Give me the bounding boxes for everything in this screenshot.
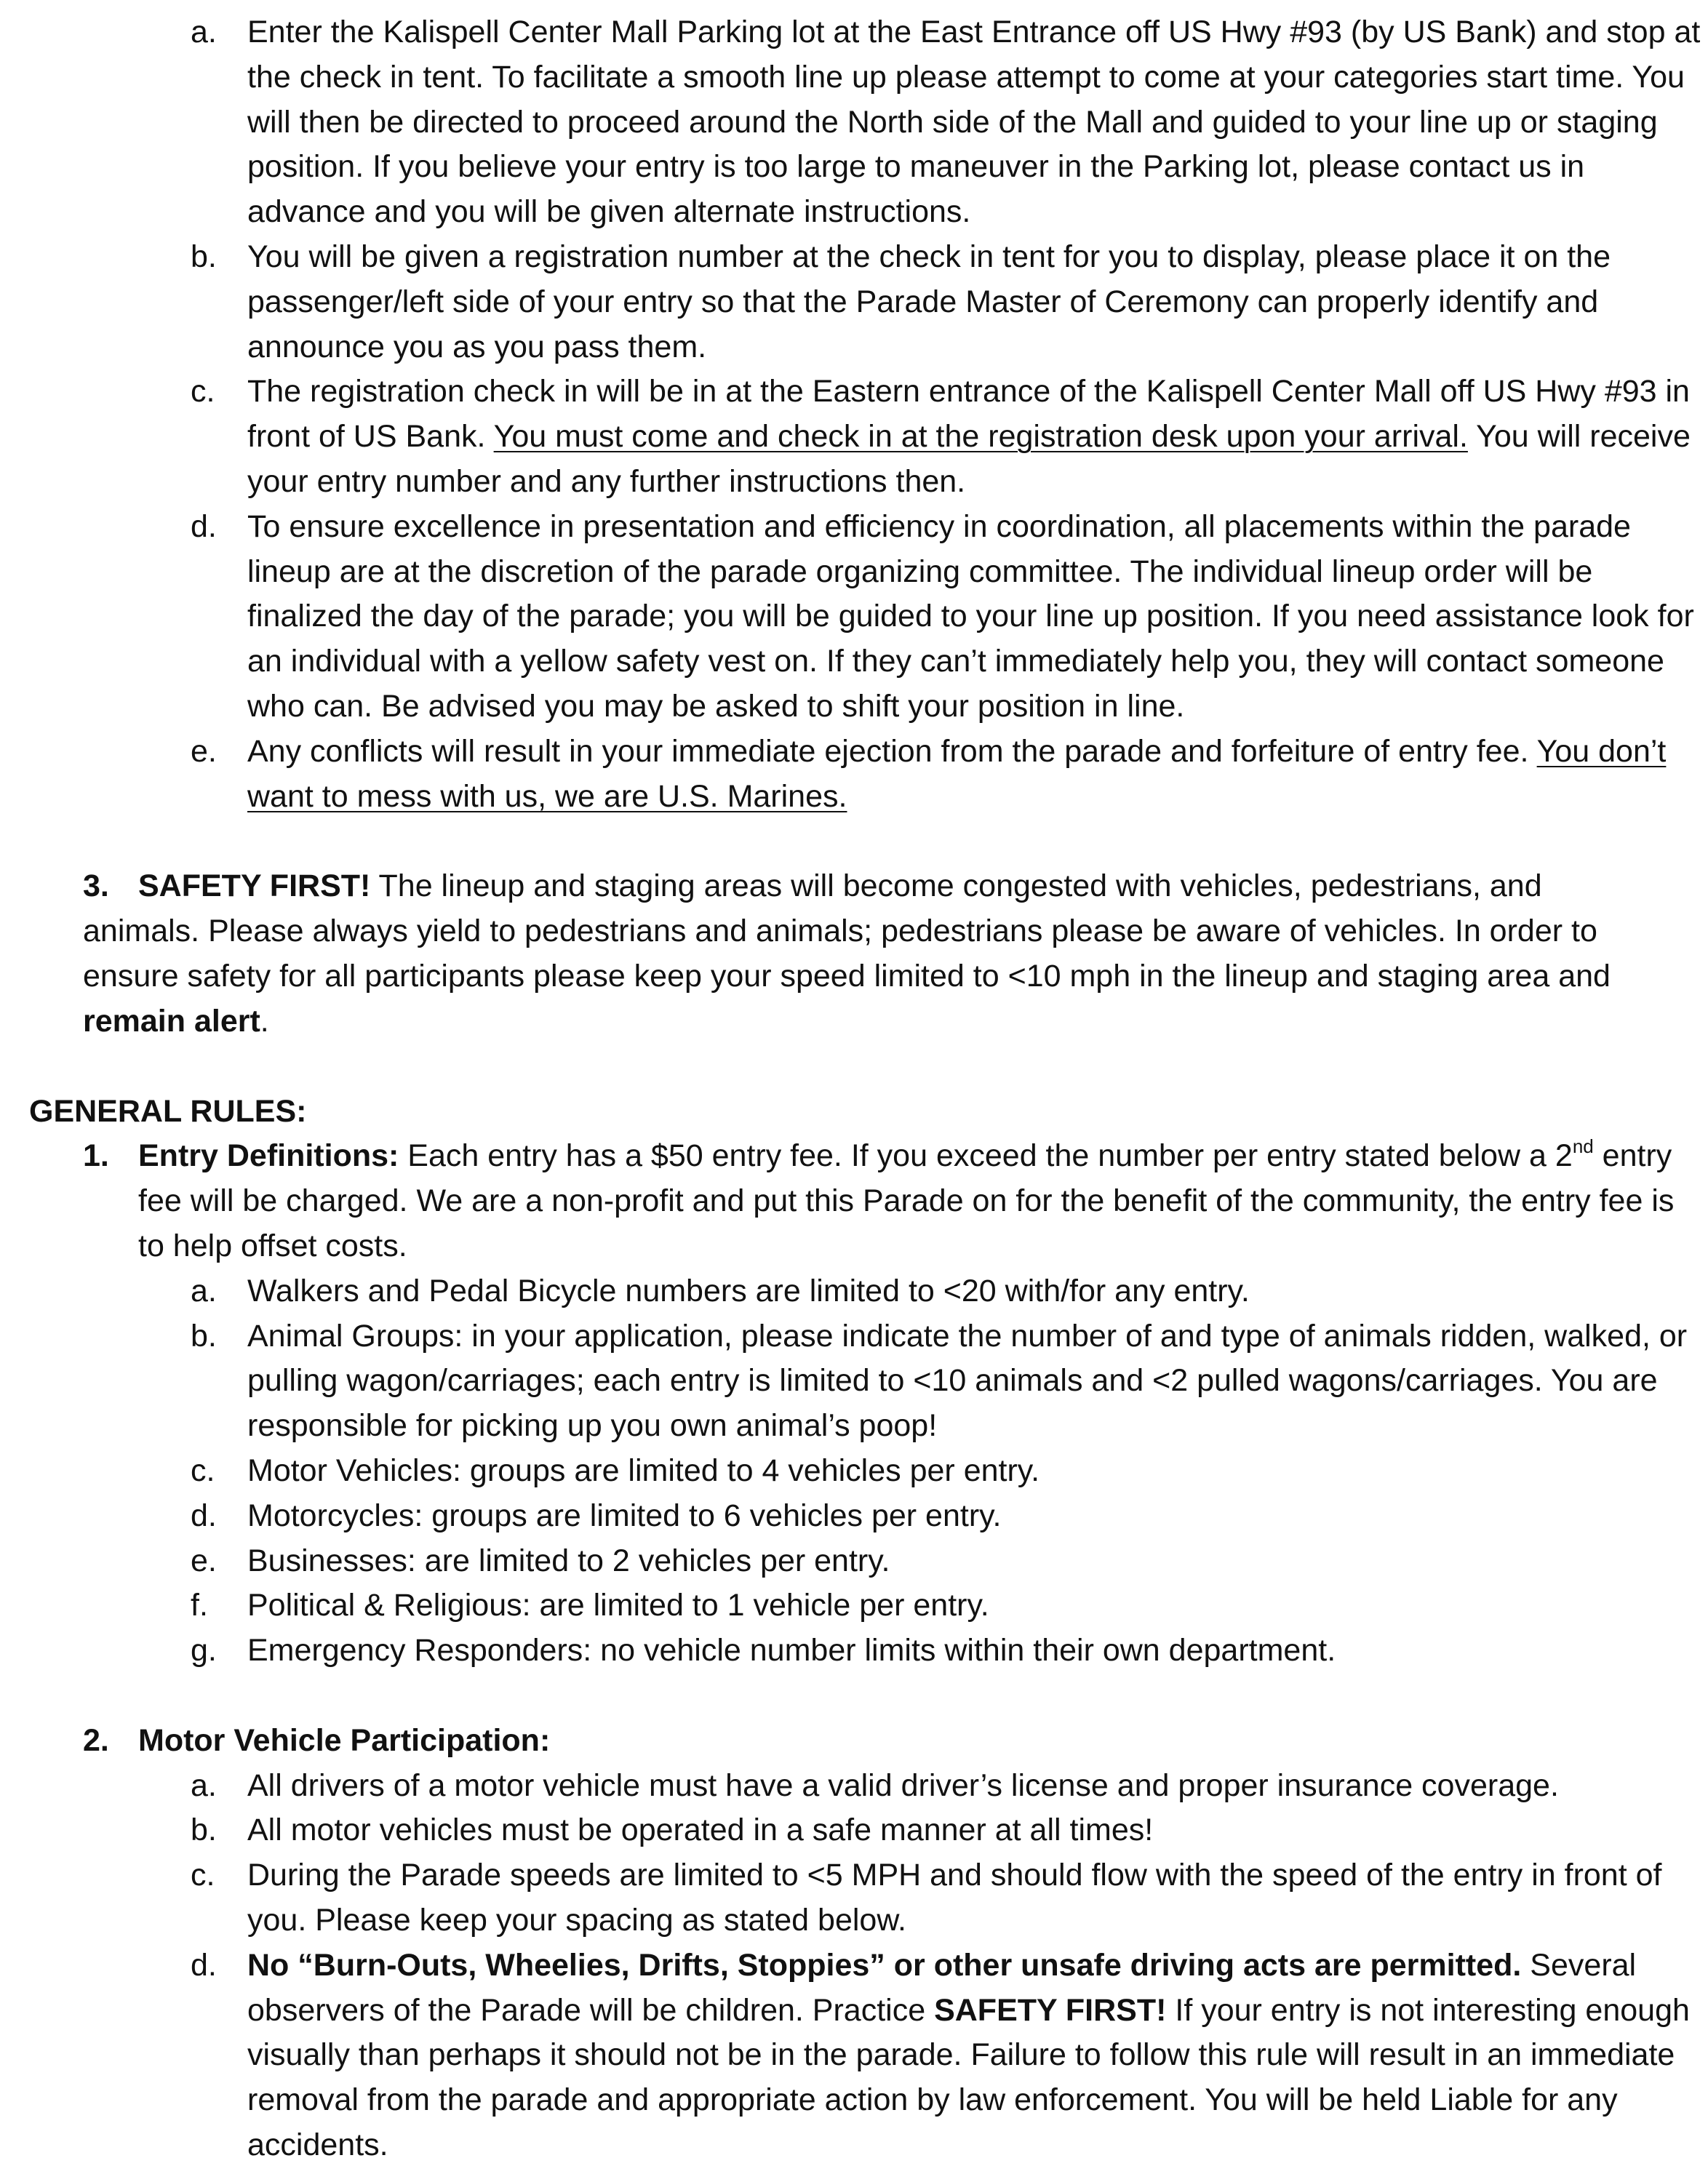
- rule-item: [0, 1719, 1683, 1764]
- list-item-text: [247, 369, 1704, 504]
- text-run: If your entry is not interesting enough visually than perhaps it should not be in the parade. Failure to follow this rule will result in an immediate removal from the parade and appropriate action by law enforcement. You will be held Liable for any accidents.: [247, 1992, 1690, 2163]
- list-marker: b.: [191, 1318, 217, 1354]
- rule-number: 1.: [83, 1138, 109, 1174]
- spacer: [0, 1044, 1708, 1090]
- list-marker: a.: [191, 1273, 217, 1308]
- list-item-text: Walkers and Pedal Bicycle numbers are limited to <20 with/for any entry.: [247, 1273, 1250, 1308]
- list-item: [0, 505, 1704, 730]
- text-run: Any conflicts will result in your immediate ejection from the parade and forfeiture of entry fee.: [247, 733, 1537, 769]
- list-item: [0, 235, 1704, 369]
- underlined-warning: You don’t want to mess with us, we are U.S. Marines.: [247, 733, 1667, 814]
- list-marker: d.: [191, 1498, 217, 1533]
- list-item-text: Emergency Responders: no vehicle number limits within their own department.: [247, 1633, 1336, 1669]
- section-number: 3.: [83, 868, 109, 904]
- list-item: [0, 1853, 1704, 1943]
- list-item-text: [247, 1943, 1704, 2168]
- rule-item: [0, 1134, 1683, 1268]
- underlined-instruction: You must come and check in at the registration desk upon your arrival.: [493, 419, 1468, 455]
- list-item: [0, 1583, 1704, 1628]
- rule-title: Entry Definitions:: [138, 1138, 399, 1174]
- list-item-text: To ensure excellence in presentation and efficiency in coordination, all placements within the parade lineup are at the discretion of the parade organizing committee. The individual lineup order will be finalized the day of the parade; you will be guided to your line up position. If you need assistance look for an individual with a yellow safety vest on. If they can’t immediately help you, they will contact someone who can. Be advised you may be asked to shift your position in line.: [247, 508, 1694, 724]
- list-item-text: Motorcycles: groups are limited to 6 vehicles per entry.: [247, 1498, 1002, 1533]
- superscript: nd: [1572, 1135, 1594, 1158]
- text-run: .: [260, 1003, 269, 1039]
- list-item: [0, 1539, 1704, 1584]
- list-item-text: Motor Vehicles: groups are limited to 4 vehicles per entry.: [247, 1452, 1040, 1488]
- list-item-text: During the Parade speeds are limited to <5 MPH and should flow with the speed of the entry in front of you. Please keep your spacing as stated below.: [247, 1858, 1662, 1938]
- list-item-text: Enter the Kalispell Center Mall Parking lot at the East Entrance off US Hwy #93 (by US Bank) and stop at the check in tent. To facilitate a smooth line up please attempt to come at your categories start time. You will then be directed to proceed around the North side of the Mall and guided to your line up or staging position. If you believe your entry is too large to maneuver in the Parking lot, please contact us in advance and you will be given alternate instructions.: [247, 15, 1701, 230]
- list-item: [0, 1494, 1704, 1539]
- text-run: Each entry has a $50 entry fee. If you exceed the number per entry stated below a 2: [399, 1138, 1573, 1174]
- text-run: Several observers of the Parade will be children. Practice: [247, 1947, 1637, 2028]
- safety-paragraph: [0, 864, 1647, 1044]
- list-item: [0, 369, 1704, 504]
- list-item: [0, 1314, 1704, 1449]
- list-item: [0, 1269, 1704, 1314]
- list-item: [0, 730, 1704, 820]
- text-run: entry fee will be charged. We are a non-profit and put this Parade on for the benefit of the community, the entry fee is to help offset costs.: [138, 1138, 1675, 1263]
- spacer: [0, 1674, 1708, 1719]
- list-item-text: All drivers of a motor vehicle must have a valid driver’s license and proper insurance coverage.: [247, 1767, 1559, 1803]
- list-item-text: Businesses: are limited to 2 vehicles per entry.: [247, 1543, 890, 1578]
- rule-title: Motor Vehicle Participation:: [138, 1722, 551, 1758]
- list-marker: b.: [191, 239, 217, 274]
- list-marker: d.: [191, 1947, 217, 1983]
- list-item-text: Animal Groups: in your application, please indicate the number of and type of animals ridden, walked, or pulling wagon/carriages; each entry is limited to <10 animals and <2 pulled wagons/carriages. You are responsible for picking up you own animal’s poop!: [247, 1318, 1688, 1444]
- list-item: [0, 10, 1704, 235]
- list-item: [0, 1628, 1704, 1674]
- rule-text: [138, 1134, 1683, 1268]
- list-marker: c.: [191, 374, 215, 409]
- list-marker: e.: [191, 733, 217, 769]
- list-marker: b.: [191, 1813, 217, 1848]
- list-marker: d.: [191, 508, 217, 544]
- bold-emphasis: SAFETY FIRST!: [934, 1992, 1167, 2028]
- list-item: [0, 1764, 1704, 1809]
- list-marker: a.: [191, 15, 217, 49]
- rule-number: 2.: [83, 1722, 109, 1758]
- list-marker: c.: [191, 1452, 215, 1488]
- list-marker: f.: [191, 1588, 208, 1623]
- bold-emphasis: remain alert: [83, 1003, 260, 1039]
- list-marker: c.: [191, 1858, 215, 1893]
- list-item-text: All motor vehicles must be operated in a safe manner at all times!: [247, 1813, 1154, 1848]
- safety-title: SAFETY FIRST!: [138, 868, 371, 904]
- list-marker: a.: [191, 1767, 217, 1803]
- bold-rule: No “Burn-Outs, Wheelies, Drifts, Stoppies” or other unsafe driving acts are permitted.: [247, 1947, 1522, 1983]
- list-item: [0, 1808, 1704, 1853]
- list-item-text: [247, 730, 1704, 820]
- list-marker: e.: [191, 1543, 217, 1578]
- list-item: [0, 1449, 1704, 1494]
- text-run: You will receive your entry number and any further instructions then.: [247, 419, 1691, 499]
- text-run: The registration check in will be in at the Eastern entrance of the Kalispell Center Mall off US Hwy #93 in front of US Bank.: [247, 374, 1690, 455]
- spacer: [0, 819, 1708, 864]
- section-heading: GENERAL RULES:: [29, 1093, 307, 1129]
- list-marker: g.: [191, 1633, 217, 1669]
- list-item-text: Political & Religious: are limited to 1 vehicle per entry.: [247, 1588, 989, 1623]
- list-item-text: You will be given a registration number at the check in tent for you to display, please place it on the passenger/left side of your entry so that the Parade Master of Ceremony can properly identify and announce you as you pass them.: [247, 239, 1611, 364]
- text-run: The lineup and staging areas will become congested with vehicles, pedestrians, and animals. Please always yield to pedestrians and animals; pedestrians please be aware of vehicles. In order to ensure safety for all participants please keep your speed limited to <10 mph in the lineup and staging area and: [83, 868, 1611, 994]
- list-item: [0, 1943, 1704, 2168]
